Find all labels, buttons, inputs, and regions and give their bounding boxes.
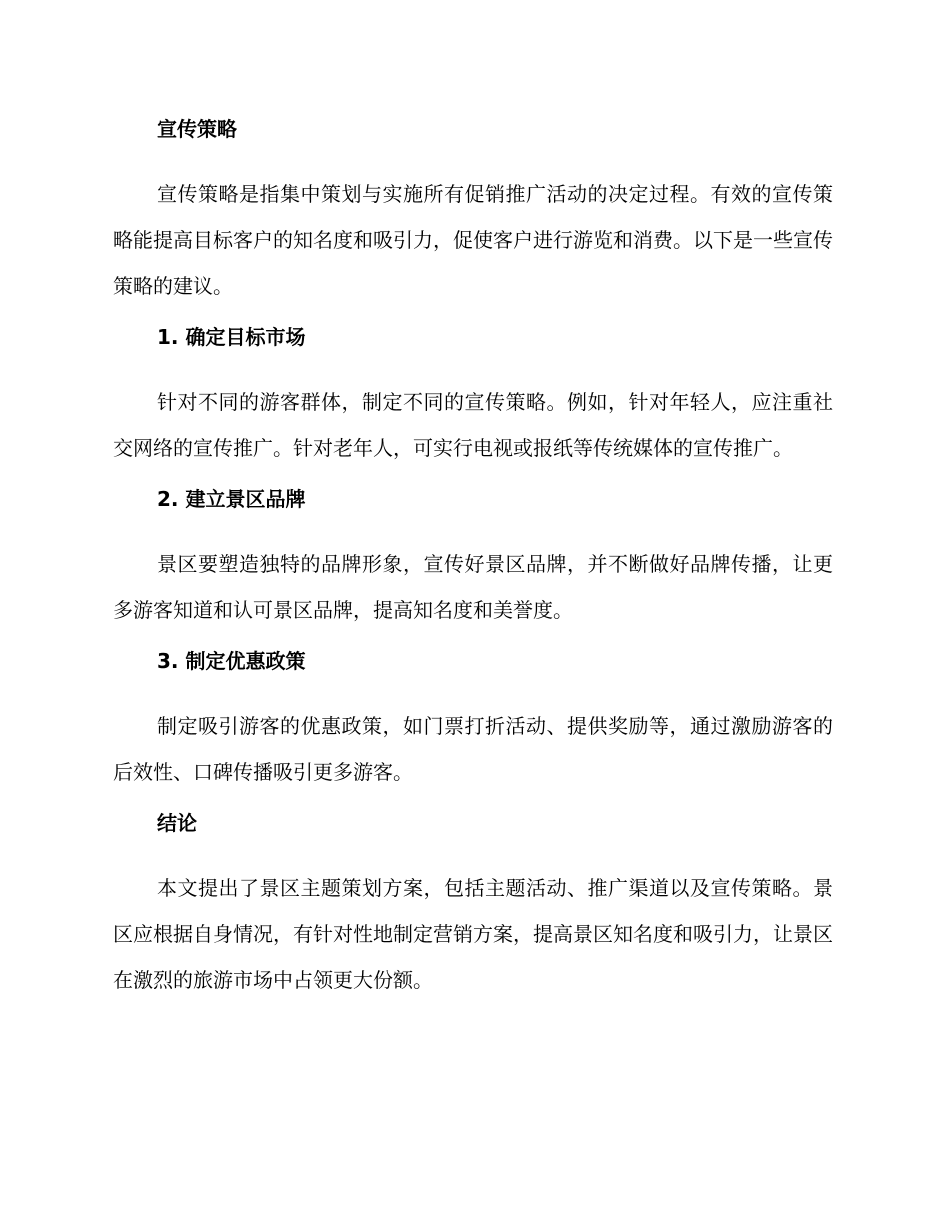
section-heading-conclusion: 结论 [157,811,197,835]
document-body [113,113,833,1015]
section-paragraph-target-market: 针对不同的游客群体，制定不同的宣传策略。例如，针对年轻人，应注重社交网络的宣传推广。针对老年人，可实行电视或报纸等传统媒体的宣传推广。 [113,390,833,460]
section-heading-brand: 2. 建立景区品牌 [157,487,306,511]
section-paragraph-publicity-strategy: 宣传策略是指集中策划与实施所有促销推广活动的决定过程。有效的宣传策略能提高目标客户的知名度和吸引力，促使客户进行游览和消费。以下是一些宣传策略的建议。 [113,182,833,298]
section-heading-target-market: 1. 确定目标市场 [157,325,306,349]
section-heading-publicity-strategy: 宣传策略 [157,117,237,141]
section-paragraph-discount-policy: 制定吸引游客的优惠政策，如门票打折活动、提供奖励等，通过激励游客的后效性、口碑传播吸引更多游客。 [113,714,833,784]
section-paragraph-conclusion: 本文提出了景区主题策划方案，包括主题活动、推广渠道以及宣传策略。景区应根据自身情况，有针对性地制定营销方案，提高景区知名度和吸引力，让景区在激烈的旅游市场中占领更大份额。 [113,876,833,992]
section-paragraph-brand: 景区要塑造独特的品牌形象，宣传好景区品牌，并不断做好品牌传播，让更多游客知道和认可景区品牌，提高知名度和美誉度。 [113,552,833,622]
section-heading-discount-policy: 3. 制定优惠政策 [157,649,306,673]
